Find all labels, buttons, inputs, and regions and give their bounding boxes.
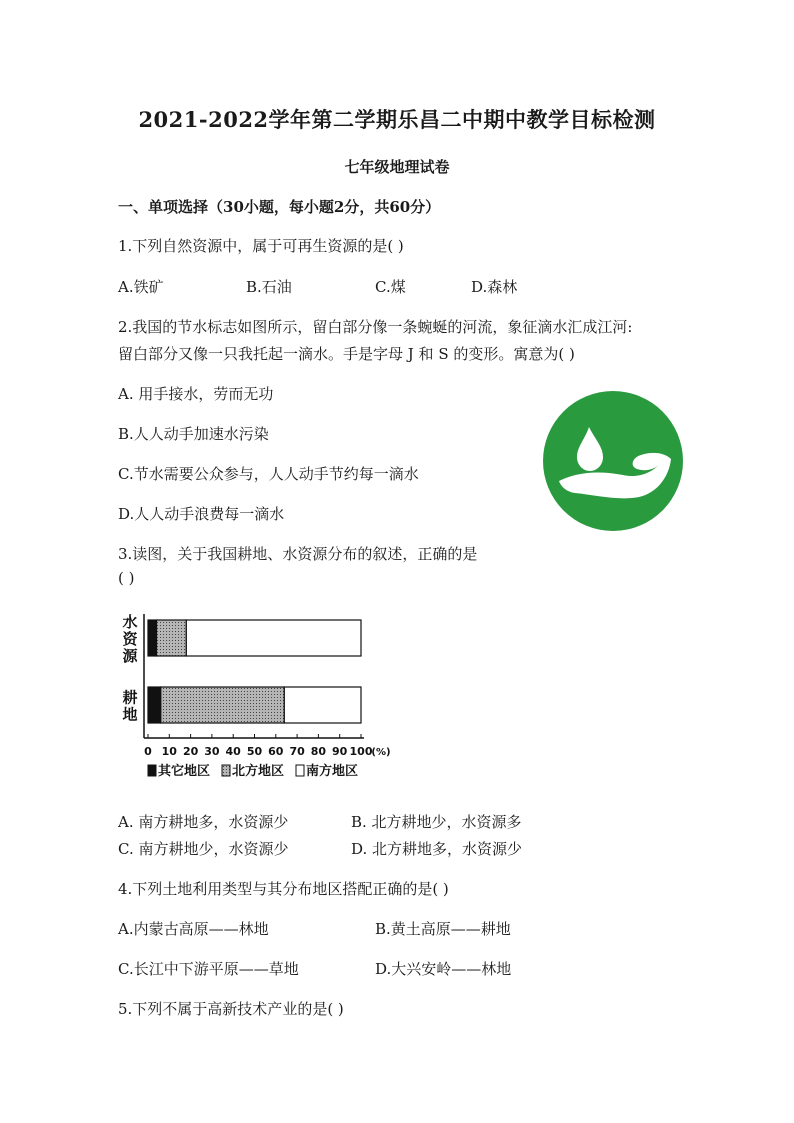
question-1-option-a: A.铁矿 [118,278,164,296]
question-3-stem-line-2: ( ) [118,569,135,587]
question-3-option-b: B. 北方耕地少，水资源多 [351,813,522,831]
legend-swatch [148,765,156,776]
question-2-option-b: B.人人动手加速水污染 [118,425,269,443]
legend-swatch [296,765,304,776]
question-4-option-b: B.黄土高原——耕地 [375,920,511,938]
bar-segment [157,620,187,656]
question-2-option-c: C.节水需要公众参与，人人动手节约每一滴水 [118,465,419,483]
x-tick-label: 30 [204,745,220,758]
question-4-stem: 4.下列土地利用类型与其分布地区搭配正确的是( ) [118,880,449,898]
question-4-option-a: A.内蒙古高原——林地 [118,920,269,938]
bar-segment [148,687,161,723]
section-heading: 一、单项选择（30小题，每小题2分，共60分） [118,198,441,216]
legend-label: 其它地区 [158,764,211,779]
question-5-stem: 5.下列不属于高新技术产业的是( ) [118,1000,344,1018]
legend-label: 南方地区 [306,764,359,779]
question-3-option-a: A. 南方耕地多，水资源少 [118,813,289,831]
x-tick-label: 0 [144,745,152,758]
question-2-stem-line-1: 2.我国的节水标志如图所示，留白部分像一条蜿蜒的河流，象征滴水汇成江河: [118,318,633,336]
question-1-stem: 1.下列自然资源中，属于可再生资源的是( ) [118,237,404,255]
category-label-char: 资 [122,630,138,648]
legend-swatch [222,765,230,776]
question-2-option-d: D.人人动手浪费每一滴水 [118,505,285,523]
question-2-stem-line-2: 留白部分又像一只我托起一滴水。手是字母 J 和 S 的变形。寓意为( ) [118,345,575,363]
resource-distribution-chart [112,610,402,788]
category-label-char: 耕 [122,688,138,707]
exam-title: 2021-2022学年第二学期乐昌二中期中教学目标检测 [138,107,656,132]
exam-subtitle: 七年级地理试卷 [344,158,450,176]
question-2-option-a: A. 用手接水，劳而无功 [118,385,274,403]
x-tick-label: 70 [289,745,305,758]
bar-segment [161,687,285,723]
x-tick-label: 50 [246,745,263,758]
question-3-stem-line-1: 3.读图，关于我国耕地、水资源分布的叙述，正确的是 [118,545,478,563]
bar-segment [284,687,361,723]
category-label-char: 地 [122,705,138,724]
x-tick-label: 10 [161,745,177,758]
category-label-char: 水 [122,613,138,631]
x-tick-label: 40 [225,745,241,758]
x-axis-unit: (%) [371,747,391,758]
category-label-char: 源 [122,647,138,665]
question-1-option-d: D.森林 [471,278,518,296]
bar-segment [186,620,361,656]
x-tick-label: 20 [182,745,199,758]
x-tick-label: 100 [349,745,373,758]
question-4-option-c: C.长江中下游平原——草地 [118,960,299,978]
water-saving-logo [541,389,685,533]
question-1-option-b: B.石油 [246,278,292,296]
legend-label: 北方地区 [232,764,285,779]
question-3-option-c: C. 南方耕地少，水资源少 [118,840,289,858]
question-3-option-d: D. 北方耕地多，水资源少 [351,840,523,858]
bar-segment [148,620,157,656]
question-1-option-c: C.煤 [375,278,406,296]
x-tick-label: 90 [332,745,348,758]
x-tick-label: 60 [268,745,284,758]
question-4-option-d: D.大兴安岭——林地 [375,960,512,978]
x-tick-label: 80 [310,745,327,758]
